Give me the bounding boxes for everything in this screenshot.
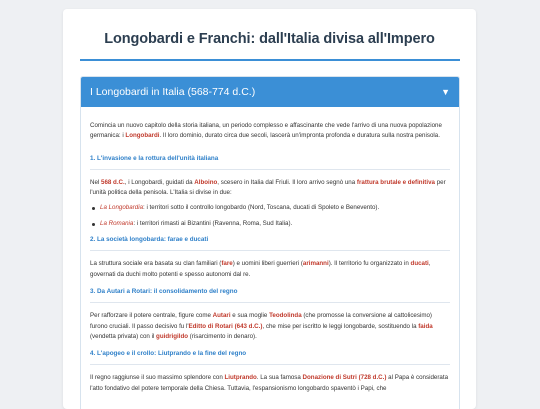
highlight-term: Longobardi (125, 132, 160, 140)
section-paragraph: Per rafforzare il potere centrale, figure come Autari e sua moglie Teodolinda (che promosse la conversione al cattolicesimo) furono cruciali. Il passo decisivo fu l'Editto di Rotari (643 d.C.), che mise per iscritto le leggi longobarde, sostituendo la faida (vendetta privata) con il guidrigildo (risarcimento in denaro). (90, 312, 433, 340)
list-item: La Romania: i territori rimasti ai Bizantini (Ravenna, Roma, Sud Italia). (90, 219, 450, 229)
accordion-title: I Longobardi in Italia (568-774 d.C.) (90, 86, 256, 98)
section-heading: 1. L'invasione e la rottura dell'unità italiana (90, 154, 450, 170)
section-4 (90, 349, 450, 394)
accordion-panel (80, 76, 460, 409)
content-card (63, 9, 476, 409)
section-paragraph: Nel 568 d.C., i Longobardi, guidati da Alboino, scesero in Italia dal Friuli. Il loro arrivo segnò una frattura brutale e definitiva per l'unità politica della penisola. L'Italia si divise in due: (90, 178, 446, 197)
accordion-header[interactable] (81, 77, 459, 107)
section-3 (90, 287, 450, 342)
caret-down-icon[interactable]: ▼ (441, 86, 450, 97)
list-item: La Longobardia: i territori sotto il controllo longobardo (Nord, Toscana, ducati di Spoleto e Benevento). (90, 203, 450, 213)
section-heading: 3. Da Autari a Rotari: il consolidamento del regno (90, 287, 450, 303)
section-paragraph: Il regno raggiunse il suo massimo splendore con Liutprando. La sua famosa Donazione di Sutri (728 d.C.) al Papa è considerata l'atto fondativo del potere temporale della Chiesa. Tuttavia, l'espansionismo longobardo spaventò i Papi, che (90, 374, 449, 392)
section-paragraph: La struttura sociale era basata su clan familiari (fare) e uomini liberi guerrieri (arimanni). Il territorio fu organizzato in ducati, governati da duchi molto potenti e spesso autonomi dal re. (90, 260, 431, 278)
territory-list (90, 203, 450, 229)
title-divider (80, 59, 460, 61)
page-title: Longobardi e Franchi: dall'Italia divisa all'Impero (104, 31, 435, 47)
intro-paragraph: Comincia un nuovo capitolo della storia italiana, un periodo complesso e affascinante che vede l'arrivo di una nuova popolazione germanica: i Longobardi. Il loro dominio, durato circa due secoli, lascerà un'impronta profonda e duratura sulla nostra penisola. (90, 122, 442, 140)
section-1 (90, 154, 450, 229)
accordion-body (81, 107, 459, 394)
section-2 (90, 235, 450, 280)
section-heading: 4. L'apogeo e il crollo: Liutprando e la fine del regno (90, 349, 450, 365)
section-heading: 2. La società longobarda: farae e ducati (90, 235, 450, 251)
